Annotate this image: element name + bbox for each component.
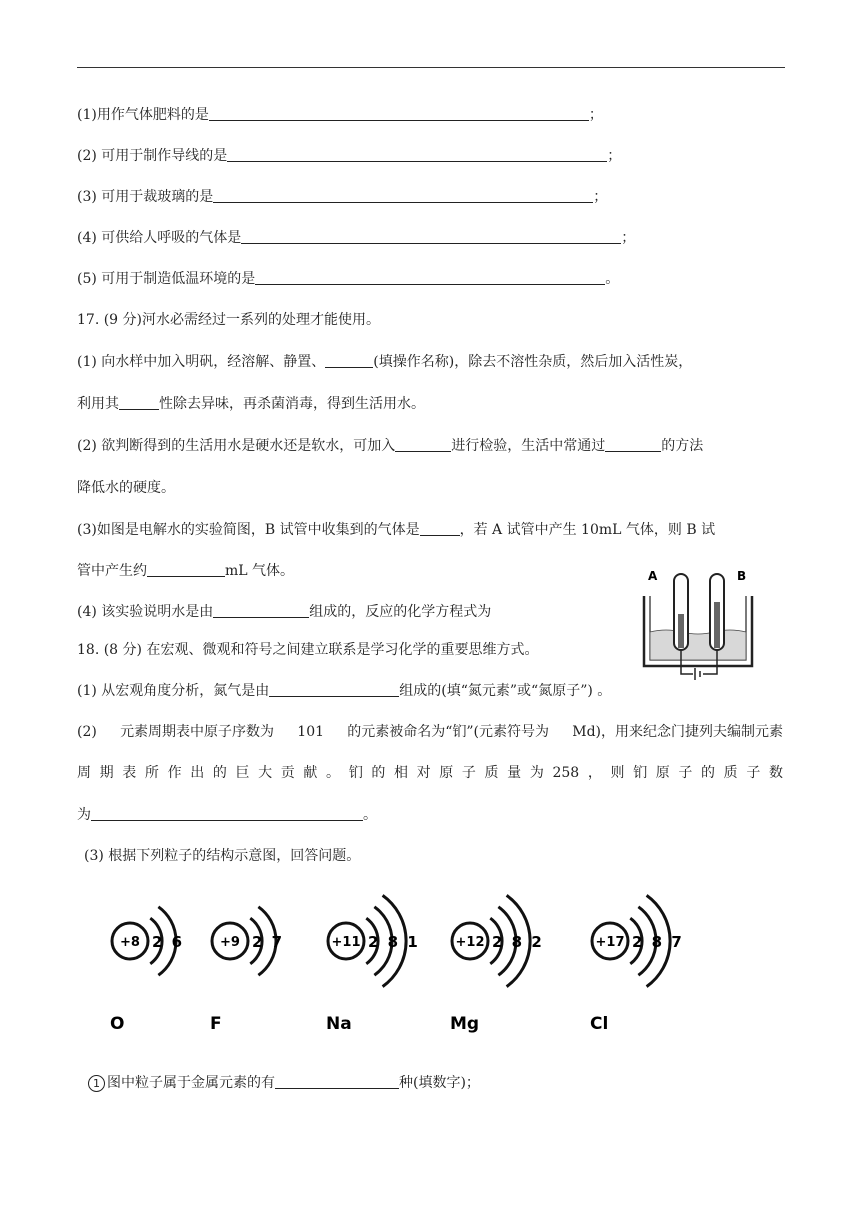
line-word: 对	[416, 765, 431, 781]
q16-item-2: (2) 可用于制作导线的是 ；	[77, 148, 622, 164]
line-word: 的	[212, 765, 227, 781]
line-word: 的	[371, 765, 386, 781]
line-word: 子	[746, 765, 761, 781]
line-word: 量	[507, 765, 522, 781]
answer-blank[interactable]	[213, 603, 309, 618]
answer-blank[interactable]	[269, 682, 399, 697]
answer-blank[interactable]	[119, 395, 159, 410]
line-word: 258	[552, 765, 580, 781]
line-word: 子	[461, 765, 476, 781]
line-word: 贡	[280, 765, 295, 781]
atom-diagram	[450, 895, 544, 1034]
atom-diagram	[110, 907, 184, 1034]
line-word: 周	[77, 765, 91, 781]
element-symbol: Cl	[590, 1014, 609, 1034]
line-word: 原	[655, 765, 670, 781]
line-word: 质	[484, 765, 499, 781]
electrolysis-diagram	[636, 566, 760, 684]
line-word: 为	[529, 765, 544, 781]
line-word: 所	[144, 765, 159, 781]
atom-structure-diagrams	[92, 873, 688, 1041]
circled-number: 1	[88, 1075, 105, 1092]
line-word: 钔	[633, 765, 648, 781]
header-rule	[77, 67, 785, 68]
q17-part3-line2: 管中产生约 mL 气体。	[77, 563, 295, 579]
answer-blank[interactable]	[255, 270, 605, 285]
q17-part2-line1: (2) 欲判断得到的生活用水是硬水还是软水，可加入 进行检验，生活中常通过 的方法	[77, 438, 704, 454]
line-word: 期	[99, 765, 114, 781]
line-word: ，	[587, 765, 602, 781]
q17-part4: (4) 该实验说明水是由 组成的，反应的化学方程式为	[77, 604, 492, 620]
line-word: 子	[678, 765, 693, 781]
q18-part1: (1) 从宏观角度分析，氮气是由 组成的(填“氮元素”或“氮原子”) 。	[77, 683, 612, 699]
q16-item-3: (3) 可用于裁玻璃的是 ；	[77, 189, 608, 205]
element-symbol: Na	[326, 1014, 352, 1034]
answer-blank[interactable]	[325, 353, 373, 368]
answer-blank[interactable]	[213, 188, 593, 203]
line-word: 作	[167, 765, 182, 781]
q18-part2-line1: (2) 元素周期表中原子序数为 101 的元素被命名为“钔”(元素符号为 Md)，用来纪念门捷列夫编制元素	[77, 724, 783, 740]
electron-counts: 2 8 2	[492, 933, 544, 951]
electron-counts: 2 8 7	[632, 933, 684, 951]
water	[650, 630, 746, 660]
line-word: 巨	[235, 765, 250, 781]
electrode-a	[678, 614, 684, 648]
electron-counts: 2 8 1	[368, 933, 420, 951]
line-word: 的	[701, 765, 716, 781]
answer-blank[interactable]	[605, 437, 661, 452]
line-word: 献	[303, 765, 318, 781]
nucleus-charge: +8	[120, 935, 140, 950]
answer-blank[interactable]	[209, 106, 589, 121]
answer-blank[interactable]	[91, 806, 363, 821]
element-symbol: Mg	[450, 1014, 480, 1034]
answer-blank[interactable]	[275, 1074, 399, 1089]
q16-item-4: (4) 可供给人呼吸的气体是 ；	[77, 230, 636, 246]
answer-blank[interactable]	[395, 437, 451, 452]
q17-part3-line1: (3)如图是电解水的实验简图，B 试管中收集到的气体是 ，若 A 试管中产生 10mL 气体，则 B 试	[77, 522, 716, 538]
q17-part1-line2: 利用其 性除去异味，再杀菌消毒，得到生活用水。	[77, 396, 425, 412]
element-symbol: O	[110, 1014, 125, 1034]
electron-counts: 2 7	[252, 933, 285, 951]
q17-part2-line2: 降低水的硬度。	[77, 480, 175, 496]
nucleus-charge: +17	[595, 935, 625, 950]
line-word: 原	[439, 765, 454, 781]
line-word: 数	[768, 765, 783, 781]
line-word: 质	[723, 765, 738, 781]
q17-title: 17. (9 分)河水必需经过一系列的处理才能使用。	[77, 312, 380, 328]
line-word: 相	[393, 765, 408, 781]
nucleus-charge: +9	[220, 935, 240, 950]
line-word: 。	[326, 765, 341, 781]
line-word: 则	[610, 765, 625, 781]
q18-subquestion-1: 1 图中粒子属于金属元素的有 种(填数字)；	[88, 1073, 480, 1093]
q18-part2-line2	[77, 763, 783, 783]
line-word: 大	[258, 765, 273, 781]
atom-diagram	[326, 895, 420, 1034]
electron-counts: 2 6	[152, 933, 185, 951]
line-word: 钔	[348, 765, 363, 781]
line-word: 出	[190, 765, 205, 781]
answer-blank[interactable]	[241, 229, 621, 244]
answer-blank[interactable]	[420, 521, 460, 536]
element-symbol: F	[210, 1014, 222, 1034]
atom-diagram	[210, 907, 284, 1034]
answer-blank[interactable]	[227, 147, 607, 162]
atom-diagram	[590, 895, 684, 1034]
q16-item-5: (5) 可用于制造低温环境的是 。	[77, 271, 620, 287]
electrode-b	[714, 602, 720, 648]
q18-title: 18. (8 分) 在宏观、微观和符号之间建立联系是学习化学的重要思维方式。	[77, 642, 539, 658]
tube-a-label: A	[648, 569, 658, 583]
line-word: 表	[122, 765, 137, 781]
q18-part3: (3) 根据下列粒子的结构示意图，回答问题。	[84, 848, 361, 864]
nucleus-charge: +11	[331, 935, 361, 950]
q18-part2-line3: 为 。	[77, 807, 377, 823]
answer-blank[interactable]	[147, 562, 225, 577]
nucleus-charge: +12	[455, 935, 485, 950]
q16-item-1: (1)用作气体肥料的是 ；	[77, 107, 603, 123]
q17-part1-line1: (1) 向水样中加入明矾，经溶解、静置、 (填操作名称)，除去不溶性杂质，然后加入活性炭，	[77, 354, 693, 370]
tube-b-label: B	[737, 569, 747, 583]
